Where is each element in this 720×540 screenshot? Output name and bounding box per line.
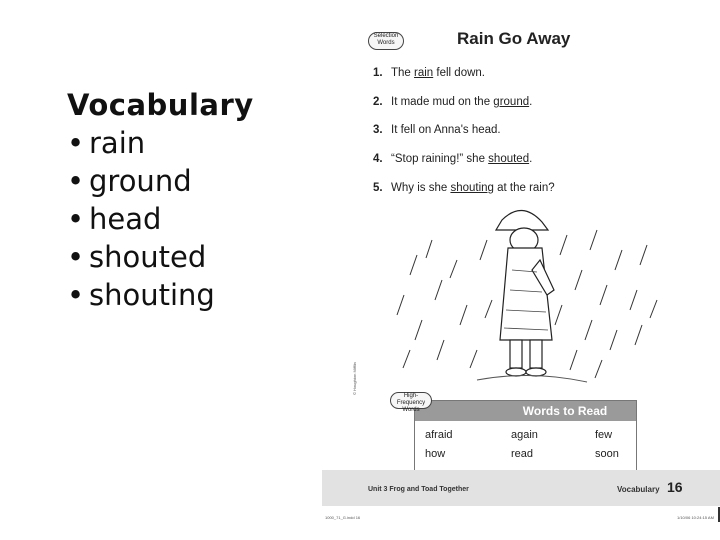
worksheet-page — [322, 20, 720, 540]
vocabulary-title: Vocabulary — [67, 88, 254, 122]
words-to-read-header — [415, 401, 636, 421]
ground-line — [477, 375, 587, 382]
girl-figure — [496, 210, 554, 376]
bullet: • — [67, 240, 85, 274]
bullet: • — [67, 202, 85, 236]
word-read: read — [511, 448, 534, 460]
vocab-item-shouted: • shouted — [67, 240, 207, 274]
question-1: 1. The rain fell down. — [373, 67, 485, 79]
question-3: 3. It fell on Anna's head. — [373, 124, 501, 136]
print-code-right: 1/10/06 10:24:15 AM — [677, 515, 714, 520]
word-again: again — [511, 429, 538, 441]
selection-words-tag: Selection Words — [368, 32, 404, 50]
high-frequency-words-tag: High-Frequency Words — [390, 392, 432, 409]
word-how: how — [425, 448, 446, 460]
worksheet-title: Rain Go Away — [457, 29, 571, 48]
page-edge-mark — [718, 507, 720, 522]
vocab-item-shouting: • shouting — [67, 278, 215, 312]
vocab-item-rain: • rain — [67, 126, 146, 160]
page-number: 16 — [667, 479, 683, 495]
word-soon: soon — [595, 448, 619, 460]
print-code-left: 1000_71_G.indd 16 — [325, 515, 361, 520]
vocab-item-ground: • ground — [67, 164, 192, 198]
unit-label: Unit 3 Frog and Toad Together — [368, 486, 469, 493]
word-few: few — [595, 429, 613, 441]
question-2: 2. It made mud on the ground. — [373, 96, 533, 108]
word-afraid: afraid — [425, 429, 453, 441]
worksheet-footer — [322, 470, 720, 506]
words-to-read-box — [414, 400, 637, 473]
rain-girl-illustration — [382, 200, 682, 390]
bullet: • — [67, 164, 85, 198]
vocabulary-label: Vocabulary — [617, 485, 660, 494]
copyright-note: © Houghton Mifflin — [352, 362, 357, 395]
bullet: • — [67, 126, 85, 160]
bullet: • — [67, 278, 85, 312]
vocab-item-head: • head — [67, 202, 162, 236]
vocabulary-list — [67, 86, 254, 314]
words-to-read-title: Words to Read — [522, 404, 608, 418]
question-4: 4. “Stop raining!” she shouted. — [373, 153, 533, 165]
question-5: 5. Why is she shouting at the rain? — [373, 182, 555, 194]
